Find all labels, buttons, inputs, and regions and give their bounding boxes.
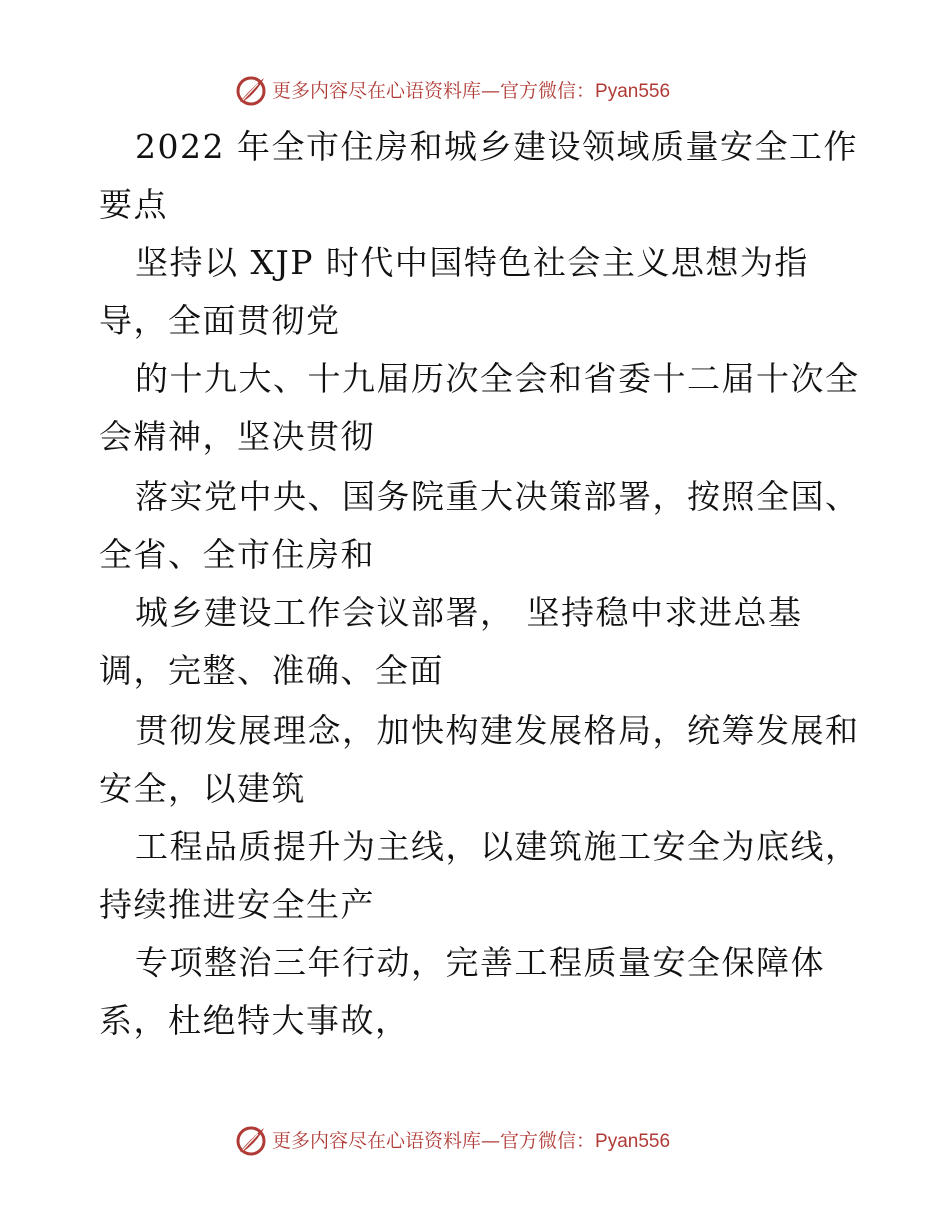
banner-contact: 官方微信：Pyan556 (500, 1131, 671, 1152)
footer-banner-text (272, 1128, 670, 1155)
doc-text-line: 安全，以建筑 (99, 769, 306, 808)
banner-title: 更多内容尽在心语资料库 (272, 1130, 482, 1152)
doc-text-line: 的十九大、十九届历次全会和省委十二届十次全 (135, 359, 860, 398)
doc-text-line: 会精神，坚决贯彻 (99, 417, 375, 456)
doc-text-line: 调，完整、准确、全面 (99, 651, 444, 690)
banner-dash: — (481, 1130, 501, 1152)
banner-title: 更多内容尽在心语资料库 (272, 80, 482, 102)
banner-contact: 官方微信：Pyan556 (500, 81, 671, 102)
footer-banner (0, 1120, 950, 1164)
doc-text-line: 专项整治三年行动，完善工程质量安全保障体 (135, 943, 825, 982)
doc-text-line: 导，全面贯彻党 (99, 301, 341, 340)
doc-text-line: 落实党中央、国务院重大决策部署，按照全国、 (135, 477, 860, 516)
feather-quill-logo-icon (234, 74, 268, 108)
doc-text-line: 持续推进安全生产 (99, 885, 375, 924)
doc-text-line: 城乡建设工作会议部署， 坚持稳中求进总基 (135, 593, 803, 632)
header-banner-text (272, 78, 670, 105)
doc-text-line: 贯彻发展理念，加快构建发展格局，统筹发展和 (135, 711, 860, 750)
feather-quill-logo-icon (234, 1124, 268, 1158)
doc-text-line: 坚持以 XJP 时代中国特色社会主义思想为指 (135, 243, 809, 282)
doc-title-line-1: 2022 年全市住房和城乡建设领域质量安全工作 (135, 127, 858, 166)
doc-title-line-2: 要点 (99, 185, 168, 224)
doc-text-line: 全省、全市住房和 (99, 535, 375, 574)
header-banner (0, 70, 950, 114)
doc-text-line: 工程品质提升为主线，以建筑施工安全为底线， (135, 827, 860, 866)
banner-dash: — (481, 80, 501, 102)
doc-text-line: 系，杜绝特大事故， (99, 1001, 410, 1040)
